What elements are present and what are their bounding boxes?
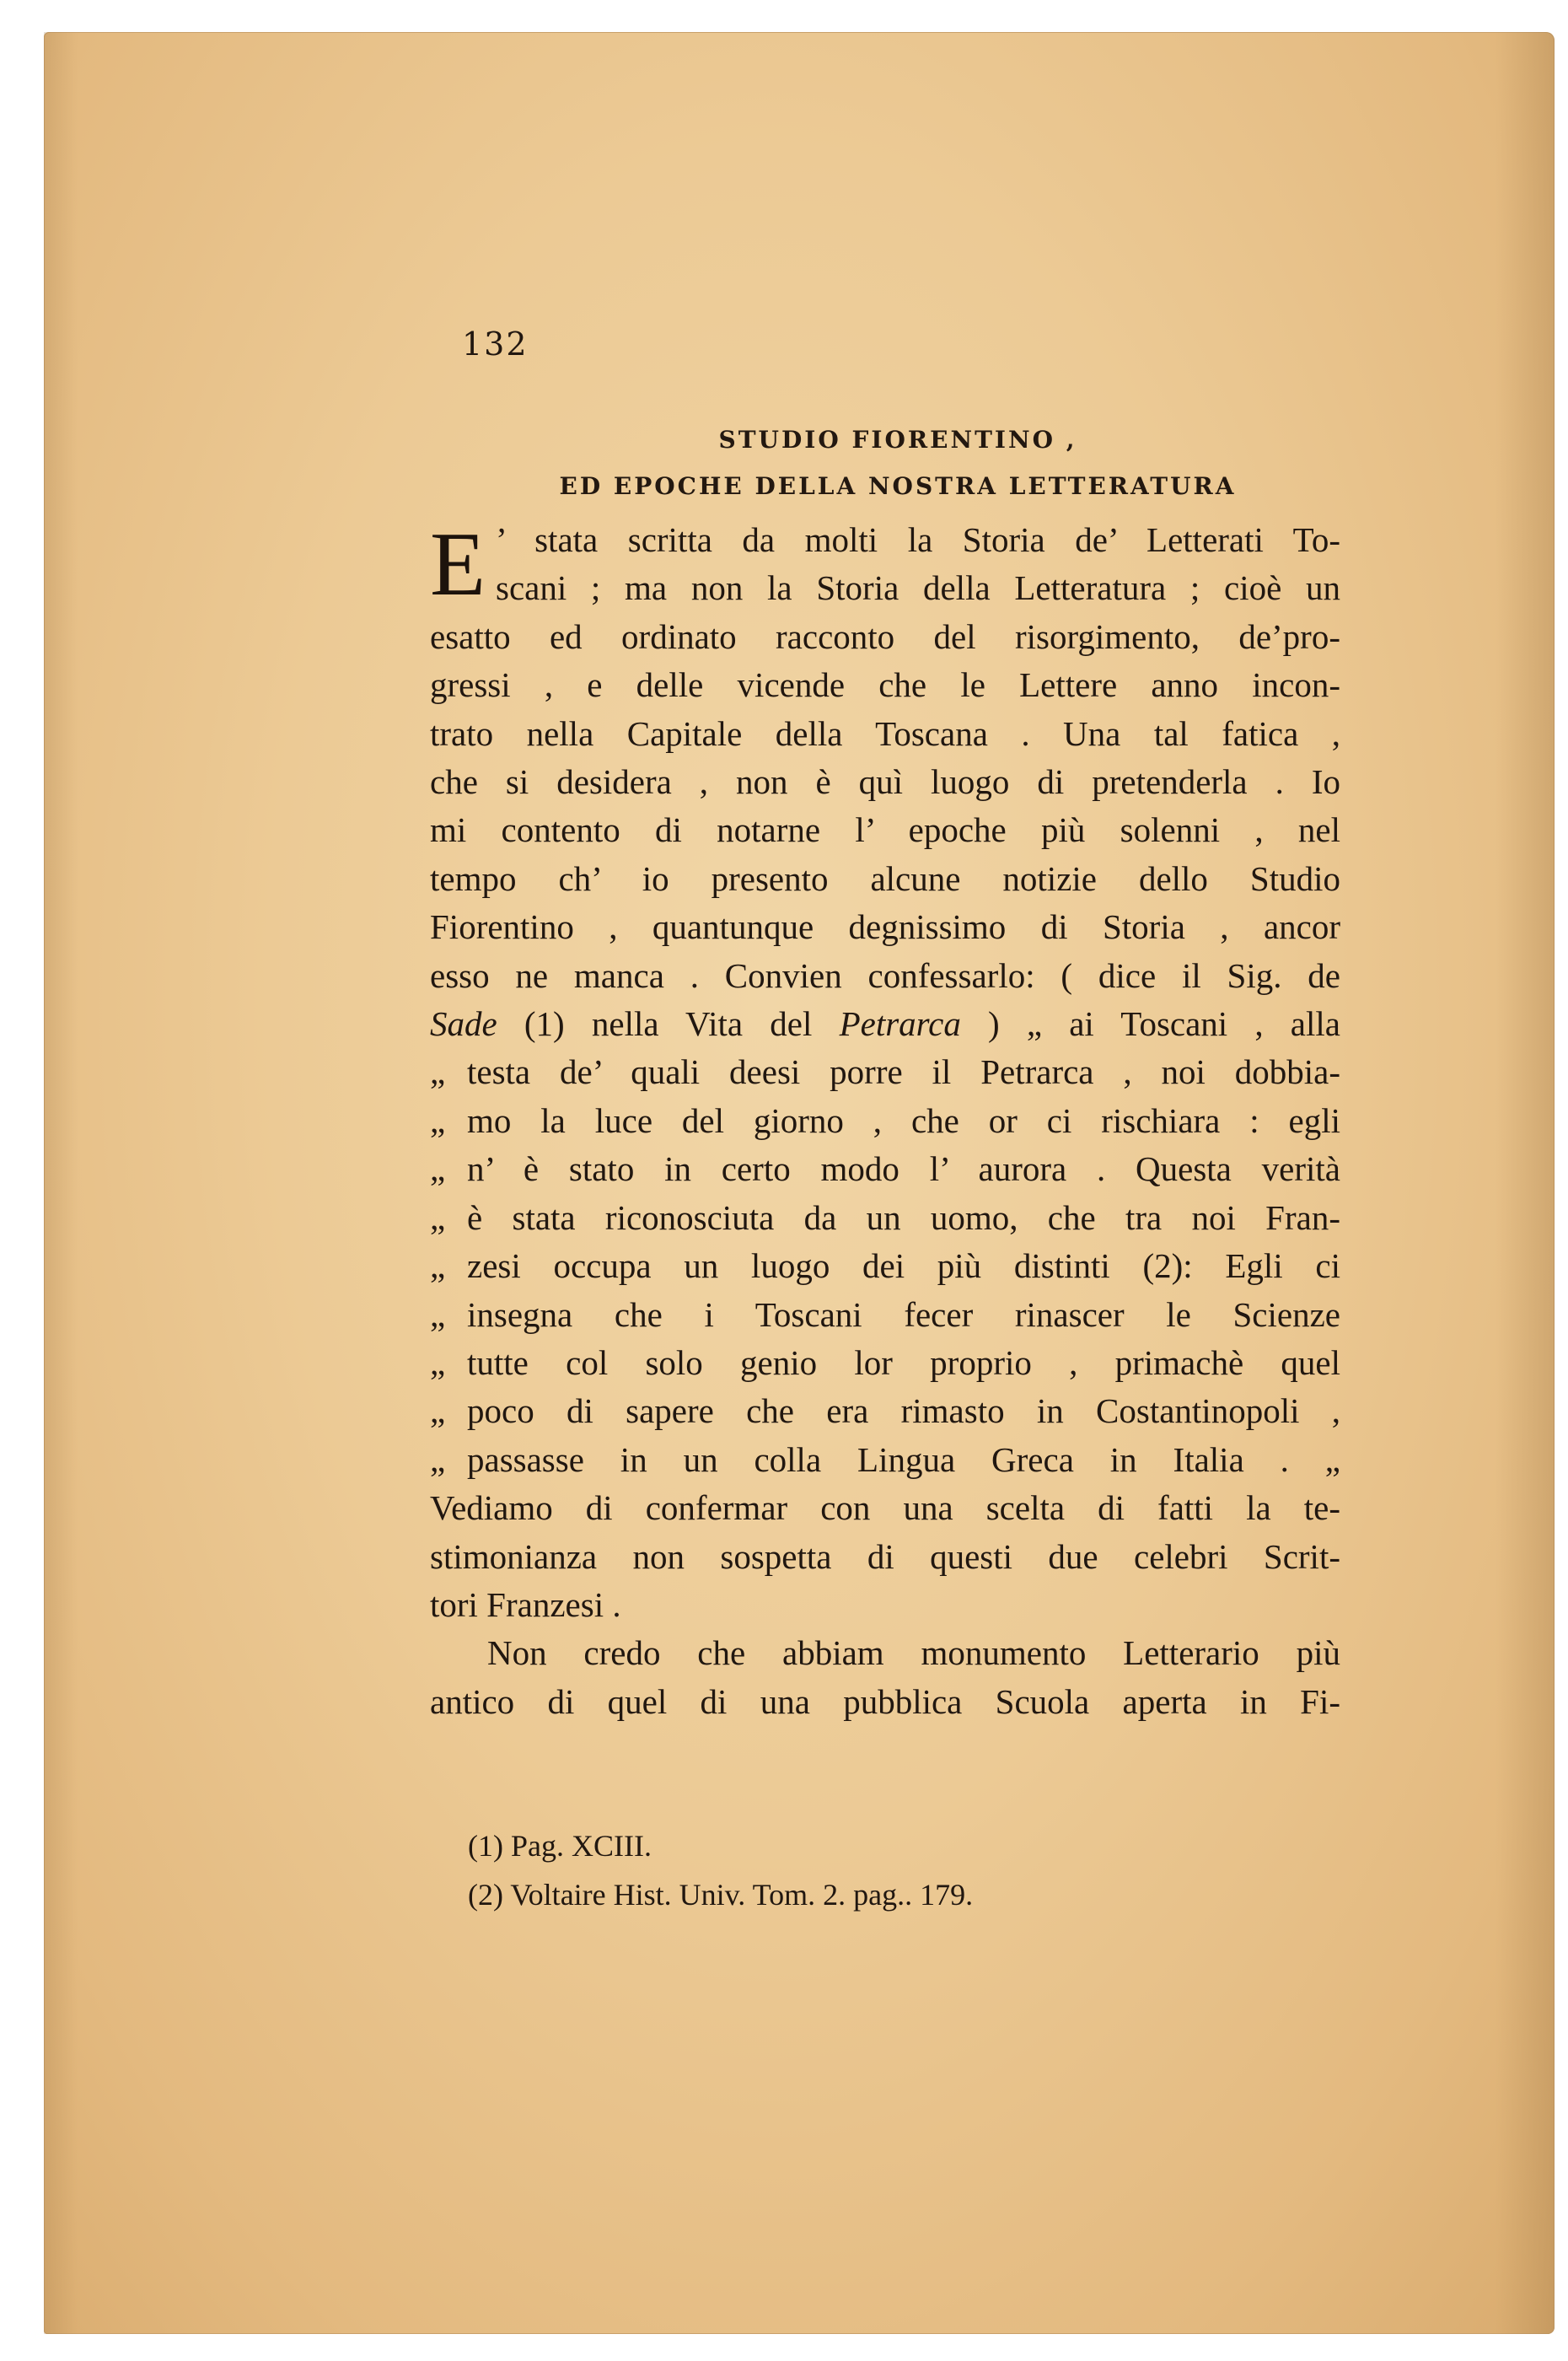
- quote-mark: „: [430, 1246, 446, 1286]
- footnote-1: (1) Pag. XCIII.: [468, 1829, 652, 1863]
- quoted-line: [430, 1048, 1340, 1096]
- paper-left-shade: [44, 32, 78, 2334]
- body-text: [430, 516, 1340, 1726]
- quoted-line: [430, 1194, 1340, 1242]
- paragraph-2-line: antico di quel di una pubblica Scuola aperta in Fi-: [430, 1681, 1340, 1721]
- text-line: trato nella Capitale della Toscana . Una tal fatica ,: [430, 713, 1340, 753]
- text-line: stimonianza non sospetta di questi due celebri Scrit-: [430, 1536, 1340, 1576]
- quoted-text: zesi occupa un luogo dei più distinti (2): Egli ci: [467, 1246, 1340, 1286]
- quoted-text: poco di sapere che era rimasto in Costantinopoli ,: [467, 1391, 1340, 1431]
- paragraph-2-line: Non credo che abbiam monumento Letterario più: [487, 1633, 1340, 1673]
- quoted-text: è stata riconosciuta da un uomo, che tra noi Fran-: [467, 1197, 1340, 1237]
- text-line: esatto ed ordinato racconto del risorgimento, de’pro-: [430, 616, 1340, 656]
- footnotes: [468, 1821, 973, 1919]
- footnote-2: (2) Voltaire Hist. Univ. Tom. 2. pag.. 179.: [468, 1878, 974, 1912]
- quoted-line: [430, 1436, 1340, 1484]
- text-line: scani ; ma non la Storia della Letteratura ; cioè un: [495, 568, 1340, 608]
- quoted-text: n’ è stato in certo modo l’ aurora . Questa verità: [467, 1149, 1340, 1189]
- quote-mark: „: [430, 1342, 446, 1382]
- quoted-line: [430, 1339, 1340, 1387]
- text-line: tempo ch’ io presento alcune notizie dello Studio: [430, 858, 1340, 898]
- quoted-line: [430, 1387, 1340, 1435]
- page-number: 132: [462, 325, 529, 363]
- quote-mark: „: [430, 1052, 446, 1092]
- text-line: Fiorentino , quantunque degnissimo di Storia , ancor: [430, 907, 1340, 947]
- quoted-text: tutte col solo genio lor proprio , primachè quel: [467, 1342, 1340, 1382]
- text-line: esso ne manca . Convien confessarlo: ( dice il Sig. de: [430, 955, 1340, 995]
- quoted-text: testa de’ quali deesi porre il Petrarca , noi dobbia-: [467, 1052, 1340, 1092]
- quoted-text: mo la luce del giorno , che or ci rischiara : egli: [467, 1100, 1340, 1140]
- quoted-line: [430, 1097, 1340, 1145]
- text-line: ’ stata scritta da molti la Storia de’ Letterati To-: [495, 520, 1340, 559]
- quoted-line: [430, 1242, 1340, 1290]
- quote-mark: „: [430, 1197, 446, 1237]
- quote-mark: „: [430, 1439, 446, 1479]
- chapter-subtitle: ED EPOCHE DELLA NOSTRA LETTERATURA: [559, 472, 1237, 500]
- paper-right-shade: [1496, 32, 1555, 2334]
- text-line: che si desidera , non è quì luogo di pretenderla . Io: [430, 762, 1340, 802]
- text-line: mi contento di notarne l’ epoche più solenni , nel: [430, 810, 1340, 850]
- quoted-line: [430, 1145, 1340, 1193]
- text-line: gressi , e delle vicende che le Lettere anno incon-: [430, 665, 1340, 705]
- quote-mark: „: [430, 1391, 446, 1431]
- quoted-text: passasse in un colla Lingua Greca in Italia . „: [467, 1439, 1340, 1479]
- author-name-sade: Sade: [430, 1004, 497, 1044]
- text-line-citation: [430, 1000, 1340, 1048]
- drop-cap: E: [430, 514, 486, 615]
- quote-mark: „: [430, 1100, 446, 1140]
- quoted-text: insegna che i Toscani fecer rinascer le Scienze: [467, 1294, 1340, 1334]
- chapter-title: STUDIO FIORENTINO ,: [718, 426, 1077, 454]
- citation-text: (1) nella Vita del: [497, 1004, 840, 1044]
- text-line: tori Franzesi .: [430, 1584, 621, 1624]
- quoted-line: [430, 1291, 1340, 1339]
- quote-mark: „: [430, 1149, 446, 1189]
- work-title-petrarca: Petrarca: [839, 1004, 961, 1044]
- citation-text-end: ) „ ai Toscani , alla: [960, 1004, 1340, 1044]
- text-line: Vediamo di confermar con una scelta di fatti la te-: [430, 1488, 1340, 1528]
- quote-mark: „: [430, 1294, 446, 1334]
